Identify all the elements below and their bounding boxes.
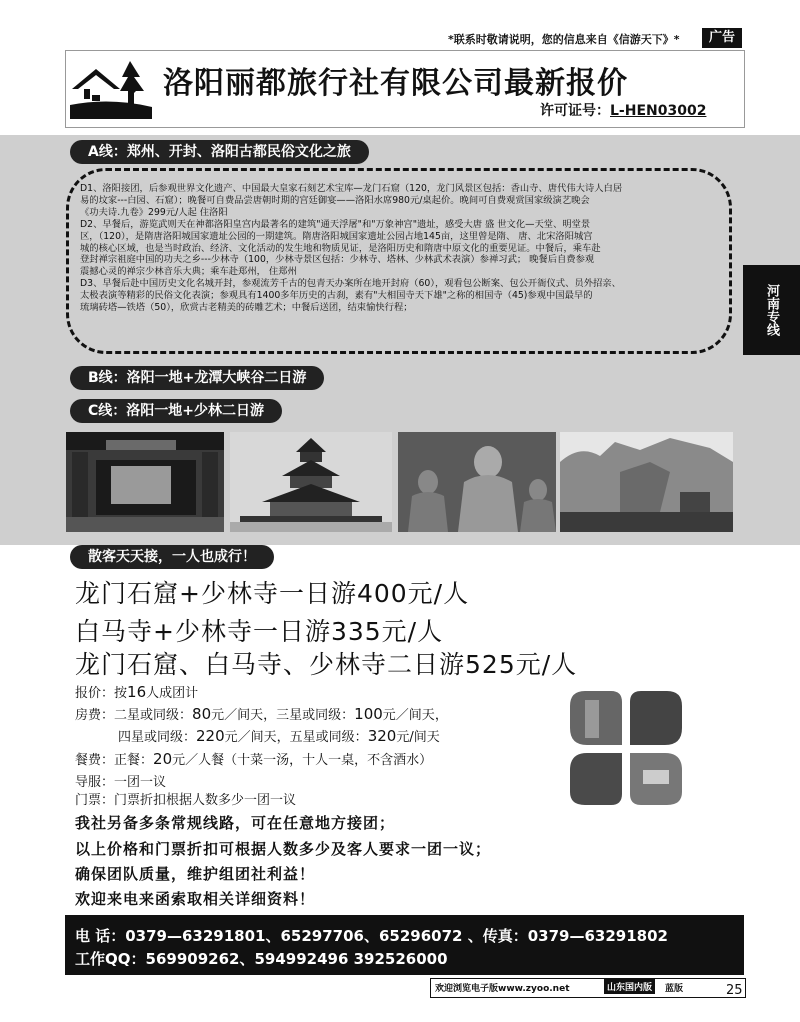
license-value: L-HEN03002 <box>610 103 707 119</box>
ad-tag: 广告 <box>702 28 742 48</box>
ticket-label: 门票： <box>75 793 115 808</box>
price-label: 报价： <box>75 686 115 701</box>
page-number: 25 <box>726 983 743 998</box>
line-b-title: B线：洛阳一地+龙潭大峡谷二日游 <box>70 366 324 390</box>
note-other-routes: 我社另备多条常规线路，可在任意地方接团； <box>75 814 396 832</box>
price-suffix: 人成团计 <box>146 686 199 701</box>
tour-price-2: 白马寺+少林寺一日游335元/人 <box>75 617 444 646</box>
room-comma: ， <box>434 708 448 723</box>
phone-line <box>75 925 668 946</box>
company-title: 洛阳丽都旅行社有限公司最新报价 <box>163 66 628 101</box>
two-star-label: 二星或同级： <box>114 708 193 723</box>
two-star-price: 80 <box>192 705 212 723</box>
group-count: 16 <box>127 683 147 701</box>
phone-label: 电 话： <box>75 927 126 945</box>
itinerary-line: 区，（120），是隋唐洛阳城国家遗址公园的一期建筑。隋唐洛阳城国家遗址公园占地145亩，这里曾是隋、 唐、北宋洛阳城宫 <box>80 230 593 242</box>
meal-unit: 元／人餐（十菜一汤，十人一桌，不含酒水） <box>172 753 433 768</box>
price-prefix: 按 <box>114 686 128 701</box>
group-price-row <box>75 682 198 701</box>
room-unit-end: 元/间天 <box>396 730 440 745</box>
meal-label: 餐费： <box>75 753 115 768</box>
room-label: 房费： <box>75 708 115 723</box>
itinerary-line: 登封禅宗祖庭中国的功夫之乡---少林寺（100，少林寺景区包括：少林寺、塔林、少林武术表演）参禅习武； 晚餐后自费参观 <box>80 254 595 266</box>
guide-text: 一团一议 <box>114 775 167 790</box>
source-notice: *联系时敬请说明，您的信息来自《信游天下》* <box>448 33 680 46</box>
room-unit: 元／间天 <box>211 708 264 723</box>
three-star-label: ，三星或同级： <box>263 708 355 723</box>
meal-text: 正餐： <box>114 753 154 768</box>
five-star-price: 320 <box>367 727 397 745</box>
fax-label: 传真： <box>482 927 528 945</box>
clover-photo-collage <box>565 688 687 808</box>
scatter-guests-banner: 散客天天接，一人也成行！ <box>70 545 274 569</box>
four-star-label: 四星或同级： <box>118 730 197 745</box>
five-star-label: ，五星或同级： <box>276 730 368 745</box>
itinerary-line: 震撼心灵的禅宗少林音乐大典；乘车赴郑州， 住郑州 <box>80 266 297 278</box>
palace-hall-photo <box>66 432 224 532</box>
itinerary-line: D1、洛阳接团，后参观世界文化遗产、中国最大皇家石刻艺术宝库—龙门石窟（120，龙门风景区包括：香山寺、唐代伟大诗人白居 <box>80 183 623 194</box>
tour-price-1: 龙门石窟+少林寺一日游400元/人 <box>75 579 470 608</box>
longmen-buddha-photo <box>398 432 556 532</box>
fax-number: 0379—63291802 <box>527 927 668 945</box>
three-star-price: 100 <box>354 705 383 723</box>
mingtang-temple-photo <box>230 432 392 532</box>
license-label: 许可证号： <box>540 103 610 119</box>
ticket-text: 门票折扣根据人数多少一团一议 <box>114 793 297 808</box>
footer-edition-tag: 山东国内版 <box>604 979 655 994</box>
itinerary-line: 太极表演等精彩的民俗文化表演；参观具有1400多年历史的古刹，素有"大相国寺天下雄"之称的相国寺（45)参观中国最早的 <box>80 290 593 302</box>
guide-row <box>75 771 166 790</box>
itinerary-line: D2、早餐后，游览武则天在神都洛阳皇宫内最著名的建筑"通天浮屠"和"万象神宫"遗址，感受大唐 盛 世文化—天堂、明堂景 <box>80 218 591 230</box>
itinerary-line: 《功夫诗.九卷》299元/人起 住洛阳 <box>80 206 228 218</box>
line-a-title: A线：郑州、开封、洛阳古都民俗文化之旅 <box>70 140 369 164</box>
guide-label: 导服： <box>75 775 115 790</box>
note-quality: 确保团队质量，维护组团社利益！ <box>75 865 316 883</box>
meal-price-row <box>75 749 432 768</box>
meal-price: 20 <box>153 750 173 768</box>
room-unit: 元／间天 <box>382 708 435 723</box>
footer-blue-edition: 蓝版 <box>665 984 684 994</box>
itinerary-line: 城的核心区域，也是当时政治、经济、文化活动的发生地和物质见证，是洛阳历史和隋唐中原文化的重要见证。中餐后，乘车赴 <box>80 242 601 254</box>
room-price-row-2 <box>118 726 440 745</box>
red-cliff-photo <box>560 432 733 532</box>
note-welcome: 欢迎来电来函索取相关详细资料！ <box>75 890 316 908</box>
license-number <box>540 100 706 120</box>
ticket-row <box>75 789 296 808</box>
footer-website: 欢迎浏览电子版www.zyoo.net <box>435 984 570 994</box>
henan-side-tab: 河南专线 <box>743 265 800 355</box>
itinerary-line: 琉璃砖塔—铁塔（50），欣赏古老精美的砖雕艺术；中餐后送团，结束愉快行程； <box>80 302 413 313</box>
house-tree-logo-icon <box>70 55 152 119</box>
room-price-row-1 <box>75 704 448 723</box>
four-star-price: 220 <box>196 727 225 745</box>
tour-price-3: 龙门石窟、白马寺、少林寺二日游525元/人 <box>75 650 578 679</box>
qq-numbers: 569909262、594992496 392526000 <box>145 950 448 968</box>
qq-line <box>75 948 448 969</box>
itinerary-line: 易的坟家---白园、石窟）；晚餐可自费品尝唐朝时期的宫廷御宴——洛阳水席980元/桌起价。晚间可自费观赏国家级演艺晚会 <box>80 194 590 206</box>
note-negotiable: 以上价格和门票折扣可根据人数多少及客人要求一团一议； <box>75 840 492 858</box>
qq-label: 工作QQ： <box>75 950 146 968</box>
phone-numbers: 0379—63291801、65297706、65296072 、 <box>125 927 483 945</box>
line-c-title: C线：洛阳一地+少林二日游 <box>70 399 282 423</box>
itinerary-line: D3、早餐后赴中国历史文化名城开封，参观流芳千古的包青天办案所在地开封府（60），观看包公断案、包公开衙仪式、员外招亲、 <box>80 278 621 290</box>
room-unit: 元／间天 <box>224 730 277 745</box>
